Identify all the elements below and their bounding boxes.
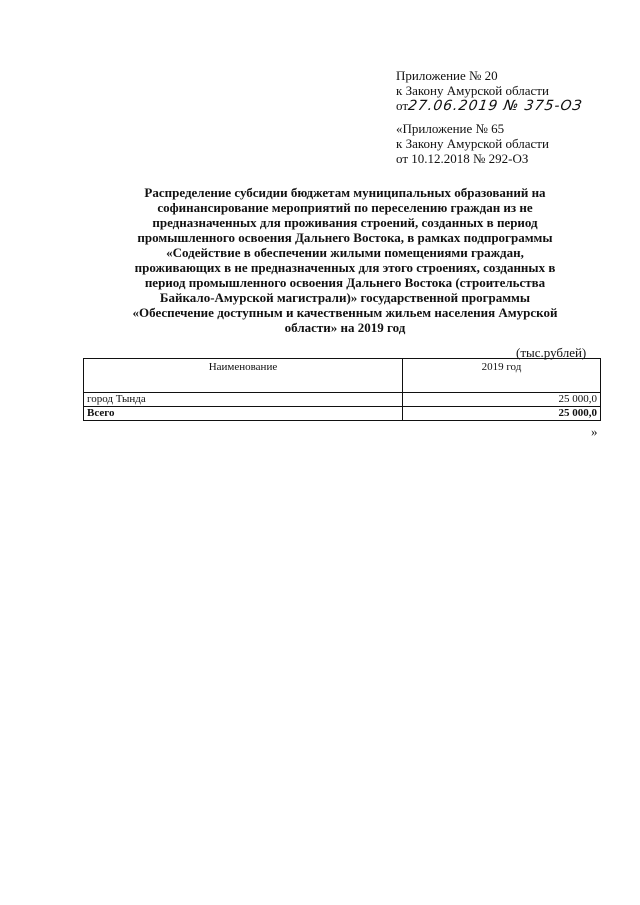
total-label: Всего xyxy=(84,407,403,421)
subsidy-table xyxy=(83,358,601,421)
total-value: 25 000,0 xyxy=(402,407,600,421)
title-line: области» на 2019 год xyxy=(284,320,406,335)
appendix-date-prefix: от xyxy=(396,98,409,113)
prior-appendix-number: «Приложение № 65 xyxy=(396,121,505,136)
document-title xyxy=(84,185,606,335)
prior-appendix-law-ref: к Закону Амурской области xyxy=(396,136,549,151)
table-header-row xyxy=(84,359,601,393)
units-label: (тыс.рублей) xyxy=(516,345,587,360)
title-line: период промышленного освоения Дальнего Востока (строительства xyxy=(144,275,546,290)
prior-appendix-date: от 10.12.2018 № 292-ОЗ xyxy=(396,151,529,166)
column-header-name: Наименование xyxy=(84,359,403,393)
title-line: Распределение субсидии бюджетам муниципальных образований на xyxy=(144,185,546,200)
title-line: Байкало-Амурской магистрали)» государственной программы xyxy=(159,290,531,305)
column-header-year: 2019 год xyxy=(402,359,600,393)
appendix-law-ref: к Закону Амурской области xyxy=(396,83,549,98)
appendix-date-line xyxy=(396,98,582,114)
title-line: предназначенных для проживания строений, созданных в период xyxy=(152,215,538,230)
appendix-number: Приложение № 20 xyxy=(396,68,498,83)
prior-appendix-header xyxy=(396,121,549,166)
title-line: «Содействие в обеспечении жилыми помещениями граждан, xyxy=(166,245,524,260)
row-name: город Тында xyxy=(84,393,403,407)
title-line: проживающих в не предназначенных для этого строениях, созданных в xyxy=(134,260,556,275)
table-row xyxy=(84,393,601,407)
title-line: софинансирование мероприятий по переселению граждан из не xyxy=(157,200,533,215)
handwritten-date-number: 27.06.2019 № 375-ОЗ xyxy=(406,98,584,114)
table-total-row xyxy=(84,407,601,421)
row-value: 25 000,0 xyxy=(402,393,600,407)
appendix-header xyxy=(396,68,582,114)
closing-quote: » xyxy=(591,424,598,439)
title-line: промышленного освоения Дальнего Востока, в рамках подпрограммы xyxy=(137,230,553,245)
title-line: «Обеспечение доступным и качественным жильем населения Амурской xyxy=(132,305,558,320)
